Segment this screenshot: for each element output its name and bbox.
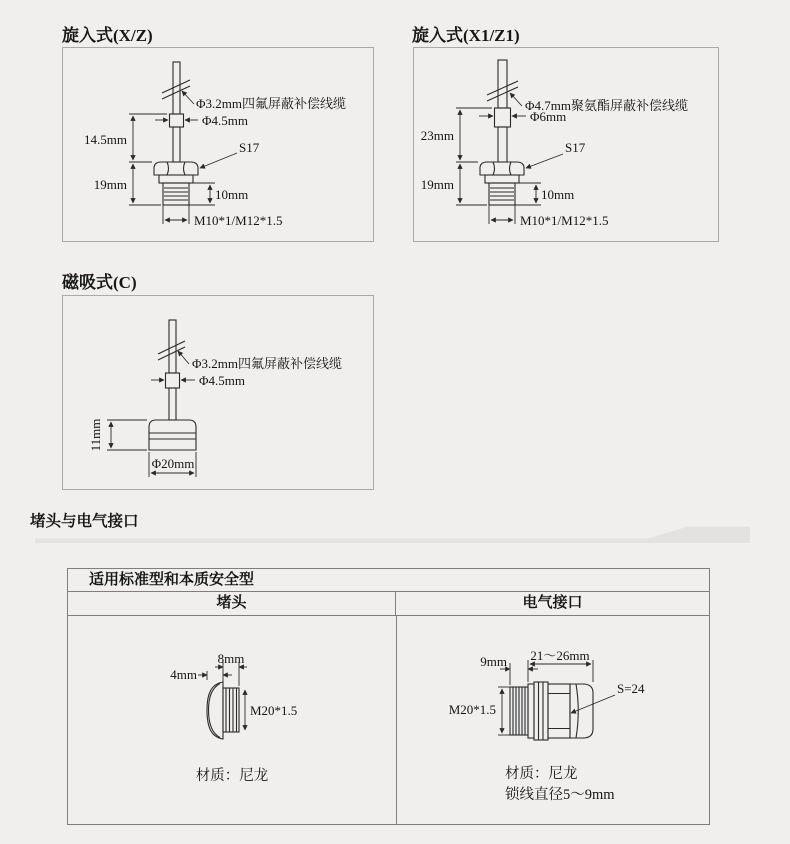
hex-flat-label: S17 <box>239 140 260 155</box>
figure-title-magnet-c: 磁吸式(C) <box>62 273 137 292</box>
cable-label: Φ3.2mm四氟屏蔽补偿线缆 <box>192 356 342 371</box>
hex-flat-label: S17 <box>565 140 586 155</box>
stud-length-label: 10mm <box>215 187 249 202</box>
probe-outline <box>154 62 198 205</box>
table-content-row <box>68 616 709 825</box>
plug-drawing <box>160 647 330 757</box>
thread-spec-label: M10*1/M12*1.5 <box>520 213 609 228</box>
column-header-gland: 电气接口 <box>522 595 583 611</box>
figure-title-screw-x1z1: 旋入式(X1/Z1) <box>412 26 520 45</box>
cable-label: Φ3.2mm四氟屏蔽补偿线缆 <box>196 96 346 111</box>
stud-length-label: 10mm <box>541 187 575 202</box>
gland-thread-label: M20*1.5 <box>448 702 496 717</box>
screw-xz-drawing <box>63 48 371 239</box>
gland-wrench-label: S=24 <box>617 681 645 696</box>
screw-x1z1-drawing <box>414 48 716 239</box>
thread-spec-label: M10*1/M12*1.5 <box>194 213 283 228</box>
magnet-c-drawing <box>63 296 371 487</box>
figure-box-screw-x1z1 <box>413 47 719 242</box>
plug-length-label: 8mm <box>217 651 245 666</box>
gland-span-label: 21～26mm <box>530 648 590 663</box>
sleeve-dia-label: Φ6mm <box>530 109 567 124</box>
figure-box-screw-xz <box>62 47 374 242</box>
sleeve-dia-label: Φ4.5mm <box>202 113 248 128</box>
upper-length-label: 23mm <box>420 128 454 143</box>
table-header-row: 适用标准型和本质安全型 <box>68 569 709 592</box>
plug-thread-label: M20*1.5 <box>250 703 298 718</box>
section-title: 堵头与电气接口 <box>30 513 139 530</box>
column-divider <box>396 616 397 825</box>
plug-material: 材质：尼龙 <box>195 768 269 784</box>
section-divider-band <box>0 522 790 546</box>
gland-material-line: 材质：尼龙 <box>505 766 578 782</box>
magnet-dia-label: Φ20mm <box>151 456 195 471</box>
body-length-label: 19mm <box>420 177 454 192</box>
figure-box-magnet-c <box>62 295 374 490</box>
probe-outline <box>149 320 196 450</box>
plug-outline <box>207 682 239 739</box>
gland-drawing <box>430 647 690 757</box>
gland-thread-length-label: 9mm <box>480 654 507 669</box>
figure-title-screw-xz: 旋入式(X/Z) <box>62 26 153 45</box>
plug-depth-label: 4mm <box>170 667 197 682</box>
gland-wire-range-line: 锁线直径5～9mm <box>505 787 615 803</box>
upper-length-label: 14.5mm <box>84 132 127 147</box>
sleeve-dia-label: Φ4.5mm <box>199 373 245 388</box>
gland-outline <box>510 682 593 740</box>
magnet-height-label: 11mm <box>88 418 103 452</box>
cable-label: Φ4.7mm聚氨酯屏蔽补偿线缆 <box>525 98 688 113</box>
spec-table <box>67 568 710 825</box>
gland-material <box>505 764 615 806</box>
table-column-row <box>68 592 709 616</box>
column-header-plug: 堵头 <box>68 592 396 615</box>
body-length-label: 19mm <box>93 177 127 192</box>
